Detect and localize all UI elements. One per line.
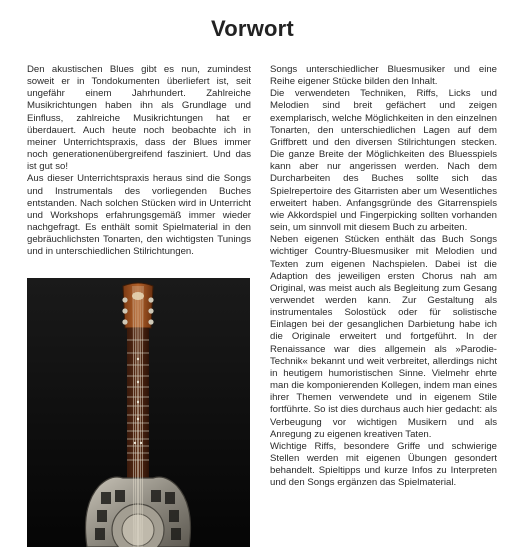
- right-text-column: [270, 64, 497, 489]
- left-text-column: [27, 64, 251, 259]
- paragraph-2: Aus dieser Unterrichtspraxis heraus sind die Songs und Instrumentals des vorliegenden Buches entstanden. Nach solchen Stücken wird in Unterricht und Workshops erfahrungsgemäß immer wieder nachgefragt. Es enthält somit Spielmaterial in den gebräuchlichsten Tonarten, den wichtigsten Tunings und in unterschiedlichen Stilrichtungen.: [27, 173, 251, 258]
- paragraph-4: Die verwendeten Techniken, Riffs, Licks und Melodien sind breit gefächert und zeigen exemplarisch, welche Möglichkeiten in den einzelnen Tonarten, den unterschiedlichen Lagen auf dem Griffbrett und den diversen Stilrichtungen stecken. Die ganze Breite der Möglichkeiten des Bluesspiels kann aber nur angerissen werden. Nach dem Durcharbeiten des Buches sollte sich das Spielrepertoire des Gitarristen aber um Wesentliches erweitert haben. Anfangsgründe des Gitarrenspiels wie Akkordspiel und Fingerpicking sollten vorhanden sein, um sinnvoll mit diesem Buch zu arbeiten.: [270, 88, 497, 234]
- guitar-illustration: [27, 278, 250, 547]
- page-title: Vorwort: [211, 16, 294, 41]
- resonator-guitar-photo: [27, 278, 250, 547]
- paragraph-3: Songs unterschiedlicher Bluesmusiker und eine Reihe eigener Stücke bilden den Inhalt.: [270, 64, 497, 88]
- paragraph-1: Den akustischen Blues gibt es nun, zumindest soweit er in Tondokumenten überliefert ist, seit ungefähr einem Jahrhundert. Zahlreiche Musikrichtungen haben ihn als Grundlage und Einfluss, zahlreiche Musikrichtungen hat er überdauert. Auch heute noch beobachte ich in meiner Unterrichtspraxis, dass der Blues immer noch generationenübergreifend fasziniert. Und das ist gut so!: [27, 64, 251, 173]
- paragraph-6: Wichtige Riffs, besondere Griffe und schwierige Stellen werden mit eigenen Übungen gesondert behandelt. Spieltipps und kurze Infos zu Interpreten und den Songs ergänzen das Spielmaterial.: [270, 440, 497, 489]
- paragraph-5: Neben eigenen Stücken enthält das Buch Songs wichtiger Country-Bluesmusiker mit Melodien und Texten zum eigenen Nachspielen. Dabei ist die Adaption des jeweiligen ersten Chorus nah am Original, was meist auch als Begleitung zum Gesang verwendet werden kann. Zur Gestaltung als instrumentales Solostück oder für solistische Einlagen bei der gesanglichen Darbietung habe ich die Originale erweitert und fortgeführt. In der Renaissance war dies allgemein als »Parodie-Technik« bekannt und weit verbreitet, allerdings nicht in heutigem humoristischen Sinne. Vielmehr ehrte man die komponierenden Kollegen, indem man eines ihrer Themen verwendete und in eigenem Stile fortführte. So ist dies durchaus auch hier gedacht: als Verbeugung vor wichtigen Musikern und als Anregung zu eigenen kreativen Taten.: [270, 234, 497, 440]
